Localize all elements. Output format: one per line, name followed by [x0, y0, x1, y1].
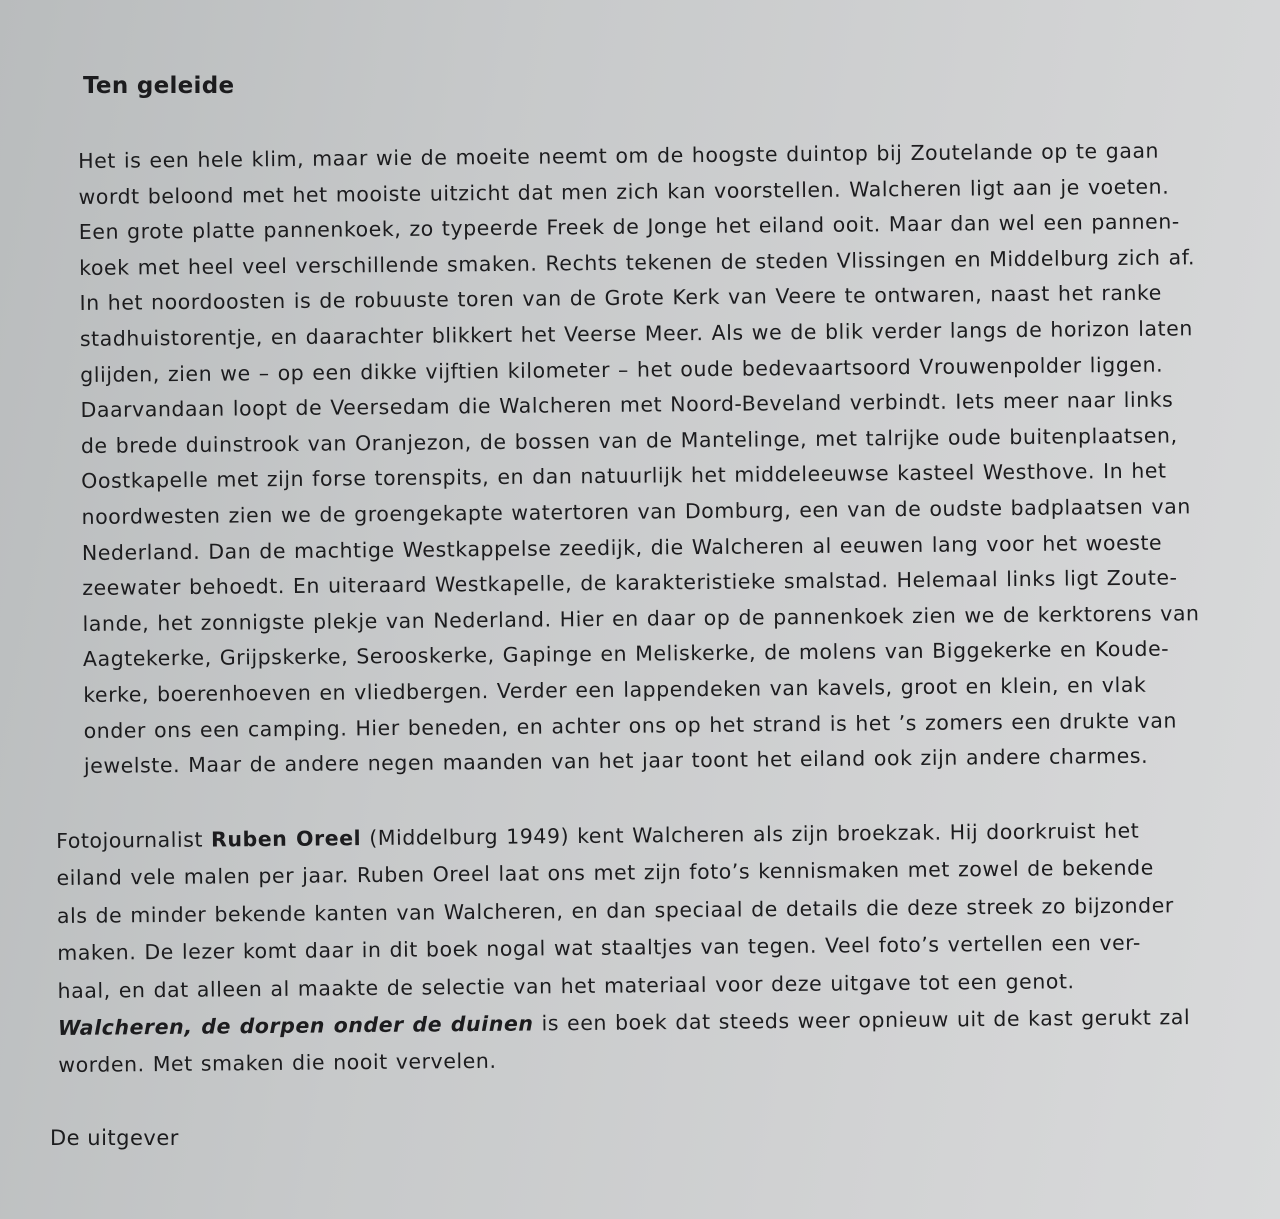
text-line: Daarvandaan loopt de Veersedam die Walcheren met Noord-Beveland verbindt. Iets meer naar links: [80, 387, 1174, 423]
text-line: lande, het zonnigste plekje van Nederland. Hier en daar op de pannenkoek zien we de kerktorens van: [82, 600, 1200, 636]
text-line: kerke, boerenhoeven en vliedbergen. Verder een lappendeken van kavels, groot en klein, en vlak: [83, 672, 1147, 707]
text-line: In het noordoosten is de robuuste toren van de Grote Kerk van Veere te ontwaren, naast het ranke: [79, 280, 1162, 316]
text-line: eiland vele malen per jaar. Ruben Oreel laat ons met zijn foto’s kennismaken met zowel de bekende: [56, 855, 1154, 891]
text-line: haal, en dat alleen al maakte de selectie van het materiaal voor deze uitgave tot een genot.: [57, 968, 1075, 1003]
text-line: glijden, zien we – op een dikke vijftien kilometer – het oude bedevaartsoord Vrouwenpolder liggen.: [80, 352, 1164, 387]
text-line: Een grote platte pannenkoek, zo typeerde Freek de Jonge het eiland ooit. Maar dan wel een pannen-: [78, 209, 1180, 245]
text-line: maken. De lezer komt daar in dit boek nogal wat staaltjes van tegen. Veel foto’s vertellen een ver-: [57, 930, 1141, 966]
text-line: stadhuistorentje, en daarachter blikkert het Veerse Meer. Als we de blik verder langs de horizon laten: [79, 316, 1193, 351]
photographer-name: Ruben Oreel: [210, 826, 362, 852]
text-line: koek met heel veel verschillende smaken. Rechts tekenen de steden Vlissingen en Middelburg zich af.: [79, 245, 1196, 280]
text-line: Het is een hele klim, maar wie de moeite neemt om de hoogste duintop bij Zoutelande op te gaan: [78, 138, 1160, 173]
text-line: noordwesten zien we de groengekapte watertoren van Domburg, een van de oudste badplaatsen van: [81, 494, 1191, 529]
text-line: als de minder bekende kanten van Walcheren, en dan speciaal de details die deze streek zo bijzonder: [56, 893, 1174, 928]
text-line: Aagtekerke, Grijpskerke, Serooskerke, Gapinge en Meliskerke, de molens van Biggekerke en Koude-: [82, 636, 1170, 672]
paragraph-intro: [78, 133, 1201, 784]
signature: De uitgever: [50, 1126, 179, 1150]
text-line: zeewater behoedt. En uiteraard Westkapelle, de karakteristieke smalstad. Helemaal links ligt Zoute-: [82, 565, 1178, 601]
text-line: worden. Met smaken die nooit vervelen.: [58, 1049, 497, 1078]
text-segment: Fotojournalist: [56, 827, 212, 853]
text-line: Nederland. Dan de machtige Westkappelse zeedijk, die Walcheren al eeuwen lang voor het woeste: [81, 530, 1163, 565]
text-line: onder ons een camping. Hier beneden, en achter ons op het strand is het ’s zomers een drukte van: [83, 707, 1178, 743]
text-line: wordt beloond met het mooiste uitzicht dat men zich kan voorstellen. Walcheren ligt aan je voeten.: [78, 174, 1170, 209]
text-line: jewelste. Maar de andere negen maanden van het jaar toont het eiland ook zijn andere charmes.: [83, 743, 1149, 779]
text-line: Oostkapelle met zijn forse torenspits, en dan natuurlijk het middeleeuwse kasteel Westhove. In het: [81, 458, 1167, 494]
page-title: Ten geleide: [83, 73, 235, 99]
text-segment: is een boek dat steeds weer opnieuw uit de kast gerukt zal: [533, 1005, 1191, 1036]
text-segment: (Middelburg 1949) kent Walcheren als zijn broekzak. Hij doorkruist het: [361, 818, 1140, 851]
paragraph-photographer: [56, 812, 1191, 1085]
book-title: Walcheren, de dorpen onder de duinen: [57, 1011, 534, 1041]
text-line: de brede duinstrook van Oranjezon, de bossen van de Mantelinge, met talrijke oude buitenplaatsen,: [80, 423, 1178, 458]
